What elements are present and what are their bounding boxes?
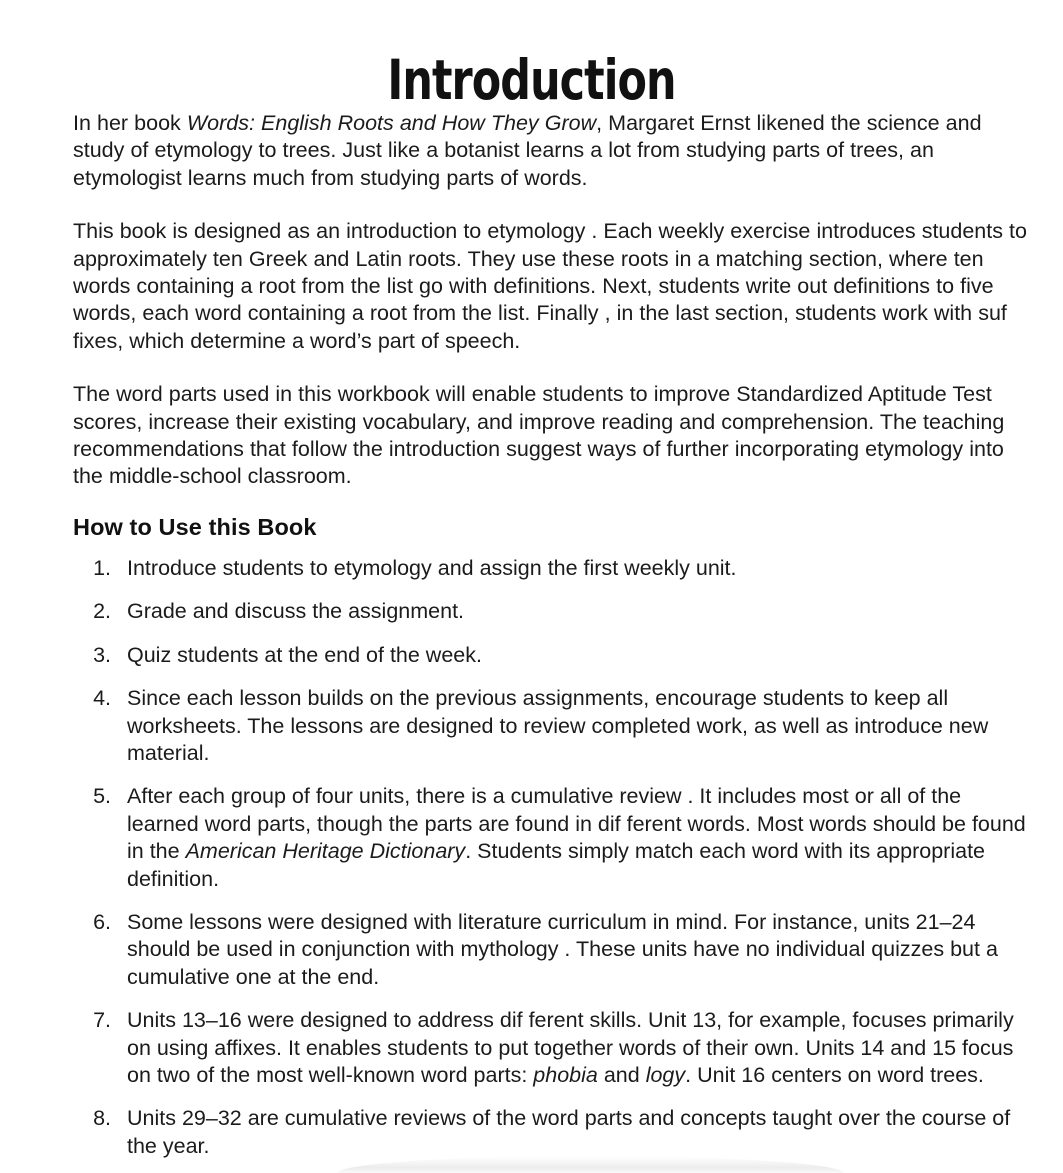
text-run: Units 13–16 were designed to address dif ferent skills. Unit 13, for example, focuses primarily on using affixes. It enables students to put together words of their own. Units 14 and 15 focus on two of the most well-known word parts: — [127, 1008, 1014, 1087]
list-item-number: 7. — [93, 1008, 111, 1033]
italic-text-run: logy — [645, 1062, 686, 1087]
list-item-text — [127, 642, 1028, 669]
list-item — [73, 783, 1028, 893]
list-item — [73, 1105, 1028, 1160]
text-run: and — [597, 1062, 646, 1087]
section-heading-how-to-use: How to Use this Book — [73, 513, 317, 540]
text-run: . Unit 16 centers on word trees. — [685, 1062, 984, 1087]
list-item-number: 5. — [93, 784, 111, 809]
body-paragraph — [73, 218, 1028, 355]
text-run: The word parts used in this workbook will enable students to improve Standardized Aptitude Test scores, increase their existing vocabulary, and improve reading and comprehension. The teaching recommendations that follow the introduction suggest ways of further incorporating etymology into the middle-school classroom. — [73, 382, 1005, 489]
text-run: Grade and discuss the assignment. — [127, 599, 465, 624]
italic-text-run: American Heritage Dictionary — [185, 839, 466, 864]
text-run: , Margaret Ernst likened the science and study of etymology to trees. Just like a botanist learns a lot from studying parts of trees, an etymologist learns much from studying parts of words. — [73, 111, 982, 190]
intro-paragraphs — [73, 110, 1028, 491]
list-item-text — [127, 909, 1028, 991]
list-item-text — [127, 598, 1028, 625]
text-run: This book is designed as an introduction to etymology . Each weekly exercise introduces students to approximately ten Greek and Latin roots. They use these roots in a matching section, where ten words containing a root from the list go with definitions. Next, students write out definitions to five words, each word containing a root from the list. Finally , in the last section, students work with suf fixes, which determine a word’s part of speech. — [73, 219, 1027, 353]
list-item-text — [127, 555, 1028, 582]
list-item-number: 4. — [93, 686, 111, 711]
body-paragraph — [73, 381, 1028, 491]
text-run: Introduce students to etymology and assign the first weekly unit. — [127, 555, 737, 580]
text-run: In her book — [73, 111, 187, 135]
text-run: Units 29–32 are cumulative reviews of the word parts and concepts taught over the course of the year. — [127, 1106, 1011, 1158]
list-item-number: 8. — [93, 1106, 111, 1131]
list-item-number: 6. — [93, 909, 111, 934]
page-title: Introduction — [387, 47, 676, 112]
italic-text-run: Words: English Roots and How They Grow — [186, 111, 597, 135]
list-item-number: 3. — [93, 642, 111, 667]
text-run: Quiz students at the end of the week. — [127, 642, 482, 667]
list-item-number: 1. — [93, 555, 111, 580]
text-run: Since each lesson builds on the previous assignments, encourage students to keep all worksheets. The lessons are designed to review completed work, as well as introduce new material. — [127, 686, 989, 765]
list-item — [73, 1007, 1028, 1089]
text-run: . Students simply match each word with its appropriate definition. — [127, 839, 986, 891]
list-item-text — [127, 1105, 1028, 1160]
list-item — [73, 598, 1028, 625]
list-item — [73, 555, 1028, 582]
list-item-text — [127, 685, 1028, 767]
document-body — [73, 110, 1028, 1160]
body-paragraph — [73, 110, 1028, 192]
text-run: Some lessons were designed with literature curriculum in mind. For instance, units 21–24 should be used in conjunction with mythology . These units have no individual quizzes but a cumulative one at the end. — [127, 909, 998, 989]
list-item-number: 2. — [93, 599, 111, 624]
italic-text-run: phobia — [533, 1062, 598, 1087]
list-item — [73, 685, 1028, 767]
list-item-text — [127, 783, 1028, 893]
list-item — [73, 909, 1028, 991]
how-to-use-steps-list — [73, 555, 1028, 1160]
list-item — [73, 642, 1028, 669]
list-item-text — [127, 1007, 1028, 1089]
text-run: After each group of four units, there is a cumulative review . It includes most or all of the learned word parts, though the parts are found in dif ferent words. Most words should be found in the — [127, 784, 1026, 864]
